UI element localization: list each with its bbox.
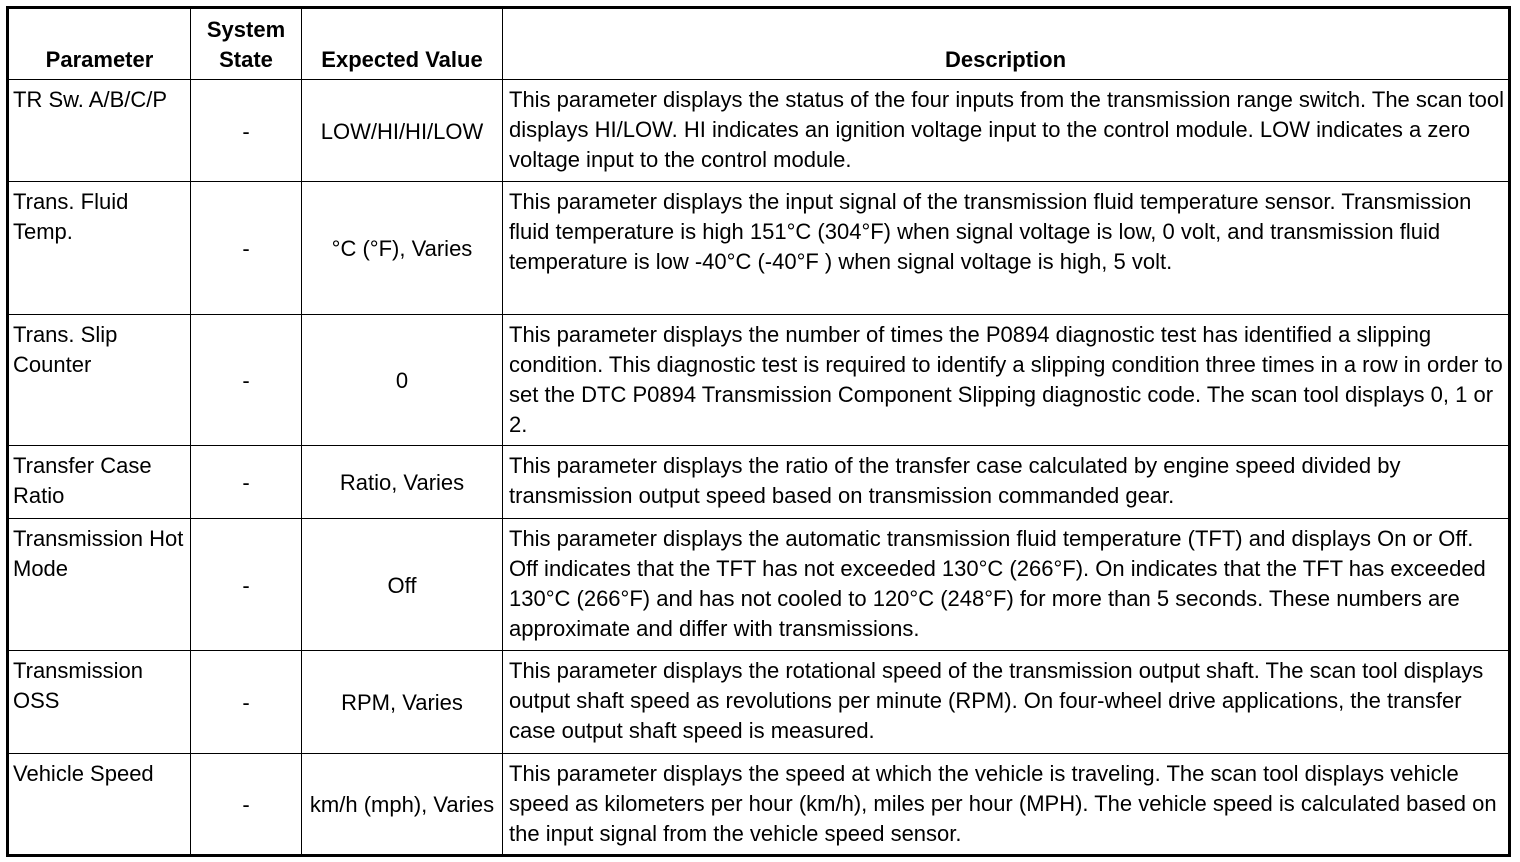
expected-value-cell: RPM, Varies	[302, 651, 503, 754]
header-parameter: Parameter	[8, 8, 191, 80]
parameter-cell: Transmission Hot Mode	[8, 519, 191, 651]
table-body	[8, 80, 1510, 856]
description-cell: This parameter displays the speed at which the vehicle is traveling. The scan tool displays vehicle speed as kilometers per hour (km/h), miles per hour (MPH). The vehicle speed is calculated based on the input signal from the vehicle speed sensor.	[503, 754, 1510, 856]
system-state-cell: -	[191, 315, 302, 446]
parameter-cell: Trans. Fluid Temp.	[8, 182, 191, 315]
header-row	[8, 8, 1510, 80]
parameter-cell: Vehicle Speed	[8, 754, 191, 856]
description-cell: This parameter displays the rotational speed of the transmission output shaft. The scan tool displays output shaft speed as revolutions per minute (RPM). On four-wheel drive applications, the transfer case output shaft speed is measured.	[503, 651, 1510, 754]
parameter-cell: Transmission OSS	[8, 651, 191, 754]
table-row	[8, 519, 1510, 651]
system-state-cell: -	[191, 80, 302, 182]
table-row	[8, 315, 1510, 446]
header-expected-value: Expected Value	[302, 8, 503, 80]
header-system-state: System State	[191, 8, 302, 80]
description-cell: This parameter displays the input signal of the transmission fluid temperature sensor. Transmission fluid temperature is high 151°C (304°F) when signal voltage is low, 0 volt, and transmission fluid temperature is low -40°C (-40°F ) when signal voltage is high, 5 volt.	[503, 182, 1510, 315]
parameter-cell: Trans. Slip Counter	[8, 315, 191, 446]
expected-value-cell: 0	[302, 315, 503, 446]
scan-tool-data-table	[6, 6, 1511, 857]
system-state-cell: -	[191, 446, 302, 519]
expected-value-cell: Off	[302, 519, 503, 651]
system-state-cell: -	[191, 182, 302, 315]
table-row	[8, 754, 1510, 856]
expected-value-cell: km/h (mph), Varies	[302, 754, 503, 856]
description-cell: This parameter displays the automatic transmission fluid temperature (TFT) and displays On or Off. Off indicates that the TFT has not exceeded 130°C (266°F). On indicates that the TFT has exceeded 130°C (266°F) and has not cooled to 120°C (248°F) for more than 5 seconds. These numbers are approximate and differ with transmissions.	[503, 519, 1510, 651]
system-state-cell: -	[191, 651, 302, 754]
description-cell: This parameter displays the status of the four inputs from the transmission range switch. The scan tool displays HI/LOW. HI indicates an ignition voltage input to the control module. LOW indicates a zero voltage input to the control module.	[503, 80, 1510, 182]
table-row	[8, 651, 1510, 754]
table-row	[8, 446, 1510, 519]
system-state-cell: -	[191, 754, 302, 856]
system-state-cell: -	[191, 519, 302, 651]
header-description: Description	[503, 8, 1510, 80]
description-cell: This parameter displays the number of times the P0894 diagnostic test has identified a slipping condition. This diagnostic test is required to identify a slipping condition three times in a row in order to set the DTC P0894 Transmission Component Slipping diagnostic code. The scan tool displays 0, 1 or 2.	[503, 315, 1510, 446]
expected-value-cell: °C (°F), Varies	[302, 182, 503, 315]
table-header	[8, 8, 1510, 80]
table-row	[8, 80, 1510, 182]
description-cell: This parameter displays the ratio of the transfer case calculated by engine speed divided by transmission output speed based on transmission commanded gear.	[503, 446, 1510, 519]
expected-value-cell: LOW/HI/HI/LOW	[302, 80, 503, 182]
table-row	[8, 182, 1510, 315]
parameter-cell: TR Sw. A/B/C/P	[8, 80, 191, 182]
expected-value-cell: Ratio, Varies	[302, 446, 503, 519]
parameter-cell: Transfer Case Ratio	[8, 446, 191, 519]
